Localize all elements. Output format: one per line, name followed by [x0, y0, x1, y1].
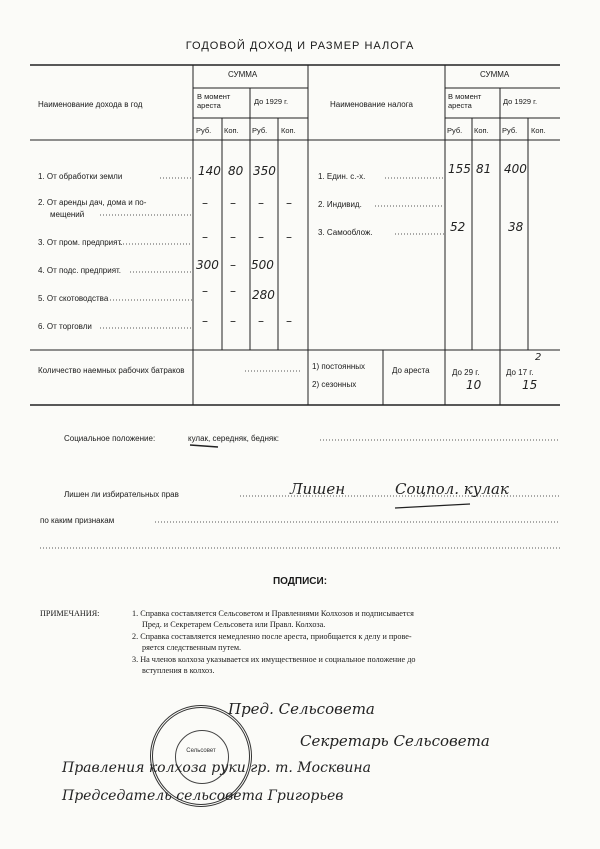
social-options: кулак, середняк, бедняк: [188, 434, 279, 443]
workers-label: Количество наемных рабочих батраков [38, 366, 185, 375]
tax-row-value: 52 [450, 220, 466, 234]
income-at-arrest: В момент ареста [197, 92, 231, 110]
signature-line-1: Пред. Сельсовета [228, 700, 375, 718]
tax-rub-2: Руб. [502, 126, 518, 135]
income-row-value: – [230, 284, 236, 298]
tax-header: Наименование налога [330, 100, 413, 109]
income-row-value: – [258, 314, 264, 328]
signature-line-4: Председатель сельсовета Григорьев [62, 788, 344, 804]
income-row-value: – [230, 314, 236, 328]
income-row-value: – [202, 314, 208, 328]
tax-kop-2: Коп. [531, 126, 546, 135]
workers-value-17: 15 [522, 378, 538, 392]
rights-label: Лишен ли избирательных прав [64, 490, 179, 499]
income-row-value: 350 [253, 164, 276, 178]
income-row-value: 300 [196, 258, 219, 272]
income-row-value: – [286, 196, 292, 210]
income-row-value: – [286, 314, 292, 328]
rights-value-1: Лишен [290, 480, 346, 498]
signs-label: по каким признакам [40, 516, 115, 525]
tax-at-arrest: В момент ареста [448, 92, 482, 110]
tax-kop-1: Коп. [474, 126, 489, 135]
social-label: Социальное положение: [64, 434, 156, 443]
workers-seasonal: 2) сезонных [312, 380, 357, 389]
tax-row-value: 81 [476, 162, 492, 176]
note-1b: Пред. и Секретарем Сельсовета или Правл. Колхоза. [142, 620, 326, 629]
income-row-value: 80 [228, 164, 244, 178]
income-row-value: – [202, 230, 208, 244]
income-header: Наименование дохода в год [38, 100, 143, 109]
income-row-label: 1. От обработки земли [38, 172, 123, 181]
income-before-1929: До 1929 г. [254, 97, 289, 106]
income-row-label: 2. От аренды дач, дома и по- [38, 198, 147, 207]
page-title: ГОДОВОЙ ДОХОД И РАЗМЕР НАЛОГА [185, 40, 415, 52]
income-rub-2: Руб. [252, 126, 268, 135]
tax-sum-header: СУММА [480, 70, 510, 79]
income-row-value: 280 [252, 288, 275, 302]
tax-row-label: 2. Индивид. [318, 200, 362, 209]
stamp-text: Сельсовет [186, 748, 216, 754]
workers-value-17-sup: 2 [535, 352, 542, 363]
income-row-value: – [202, 196, 208, 210]
note-3b: вступления в колхоз. [142, 666, 215, 675]
income-row-label: 5. От скотоводства [38, 294, 109, 303]
note-2a: 2. Справка составляется немедленно после ареста, приобщается к делу и прове- [132, 632, 412, 641]
income-rub-1: Руб. [196, 126, 212, 135]
tax-rub-1: Руб. [447, 126, 463, 135]
tax-before-1929: До 1929 г. [503, 97, 538, 106]
note-1a: 1. Справка составляется Сельсоветом и Правлениями Колхозов и подписывается [132, 609, 414, 618]
income-row-value: 500 [251, 258, 274, 272]
income-row-value: – [230, 196, 236, 210]
workers-before-17: До 17 г. [506, 368, 534, 377]
signatures-title: ПОДПИСИ: [272, 576, 328, 587]
income-row-label: 4. От подс. предприят. [38, 266, 122, 275]
signature-line-2: Секретарь Сельсовета [300, 732, 490, 750]
workers-before-arrest: До ареста [392, 366, 430, 375]
note-2b: ряется следственным путем. [142, 643, 242, 652]
workers-permanent: 1) постоянных [312, 362, 366, 371]
income-row-label: 6. От торговли [38, 322, 92, 331]
income-sum-header: СУММА [228, 70, 258, 79]
tax-row-label: 3. Самооблож. [318, 228, 373, 237]
income-row-value: – [230, 230, 236, 244]
notes-heading: ПРИМЕЧАНИЯ: [40, 609, 100, 618]
income-row-value: – [258, 196, 264, 210]
income-kop-2: Коп. [281, 126, 296, 135]
income-row-value: – [258, 230, 264, 244]
income-row-value: 140 [198, 164, 221, 178]
income-kop-1: Коп. [224, 126, 239, 135]
tax-row-value: 400 [504, 162, 527, 176]
income-row-label: 3. От пром. предприят. [38, 238, 123, 247]
signature-line-3: Правления колхоза руки гр. т. Москвина [62, 760, 372, 776]
note-3a: 3. На членов колхоза указывается их имущественное и социальное положение до [132, 655, 416, 664]
rights-value-2: Соцпол. кулак [395, 480, 509, 498]
workers-value-29: 10 [466, 378, 482, 392]
income-row-value: – [286, 230, 292, 244]
income-row-value: – [230, 258, 236, 272]
workers-before-29: До 29 г. [452, 368, 480, 377]
tax-row-value: 38 [508, 220, 524, 234]
income-row-label-cont: мещений [50, 210, 85, 219]
tax-row-label: 1. Един. с.-х. [318, 172, 366, 181]
tax-row-value: 155 [448, 162, 471, 176]
income-row-value: – [202, 284, 208, 298]
